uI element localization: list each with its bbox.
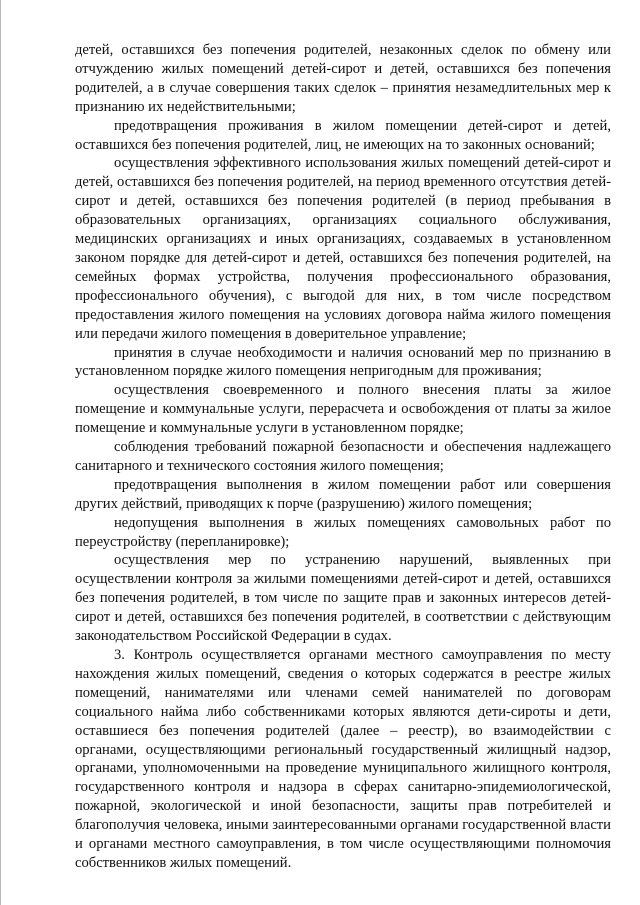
paragraph-unauthorized-works: недопущения выполнения в жилых помещениях самовольных работ по переустройству (перепланировке); (75, 514, 611, 550)
paragraph-prevent-residence: предотвращения проживания в жилом помещении детей-сирот и детей, оставшихся без попечения родителей, лиц, не имеющих на то законных оснований; (75, 117, 611, 153)
paragraph-section-3-control: 3. Контроль осуществляется органами местного самоуправления по месту нахождения жилых помещений, сведения о которых содержатся в реестре жилых помещений, нанимателями или членами семей нанимателей по договорам социального найма либо собственниками которых являются дети-сироты и дети, оставшиеся без попечения родителей (далее – реестр), во взаимодействии с органами, осуществляющими региональный государственный жилищный надзор, органами, уполномоченными на проведение муниципального жилищного контроля, государственного контроля и надзора в сферах санитарно-эпидемиологической, пожарной, экологической и иной безопасности, защиты прав потребителей и благополучия человека, иными заинтересованными органами государственной власти и органами местного самоуправления, в том числе осуществляющими полномочия собственников жилых помещений. (75, 647, 611, 871)
paragraph-unfit-housing: принятия в случае необходимости и наличия оснований мер по признанию в установленном порядке жилого помещения непригодным для проживания; (75, 344, 611, 380)
paragraph-continued-text: детей, оставшихся без попечения родителей, незаконных сделок по обмену или отчуждению жилых помещений детей-сирот и детей, оставшихся без попечения родителей, а в случае совершения таких сделок – принятия незамедлительных мер к признанию их недействительными; (75, 42, 611, 115)
paragraph-prevent-damage: предотвращения выполнения в жилом помещении работ или совершения других действий, приводящих к порче (разрушению) жилого помещения; (75, 476, 611, 512)
scan-edge-line (0, 0, 1, 905)
paragraph-eliminate-violations: осуществления мер по устранению нарушений, выявленных при осуществлении контроля за жилыми помещениями детей-сирот и детей, оставшихся без попечения родителей, в том числе по защите прав и законных интересов детей-сирот и детей, оставшихся без попечения родителей, в соответствии с действующим законодательством Российской Федерации в судах. (75, 552, 611, 645)
paragraph-fire-safety: соблюдения требований пожарной безопасности и обеспечения надлежащего санитарного и технического состояния жилого помещения; (75, 439, 611, 474)
document-page (75, 41, 611, 873)
paragraph-utility-payments: осуществления своевременного и полного внесения платы за жилое помещение и коммунальные услуги, перерасчета и освобождения от платы за жилое помещение и коммунальные услуги в установленном порядке; (75, 382, 611, 437)
paragraph-effective-use: осуществления эффективного использования жилых помещений детей-сирот и детей, оставшихся без попечения родителей, на период временного отсутствия детей-сирот и детей, оставшихся без попечения родителей (в период пребывания в образовательных организациях, организациях социального обслуживания, медицинских организациях и иных организациях, создаваемых в установленном законом порядке для детей-сирот и детей, оставшихся без попечения родителей, на семейных формах устройства, получения профессионального образования, профессионального обучения), с выгодой для них, в том числе посредством предоставления жилого помещения на условиях договора найма жилого помещения или передачи жилого помещения в доверительное управление; (75, 155, 611, 342)
